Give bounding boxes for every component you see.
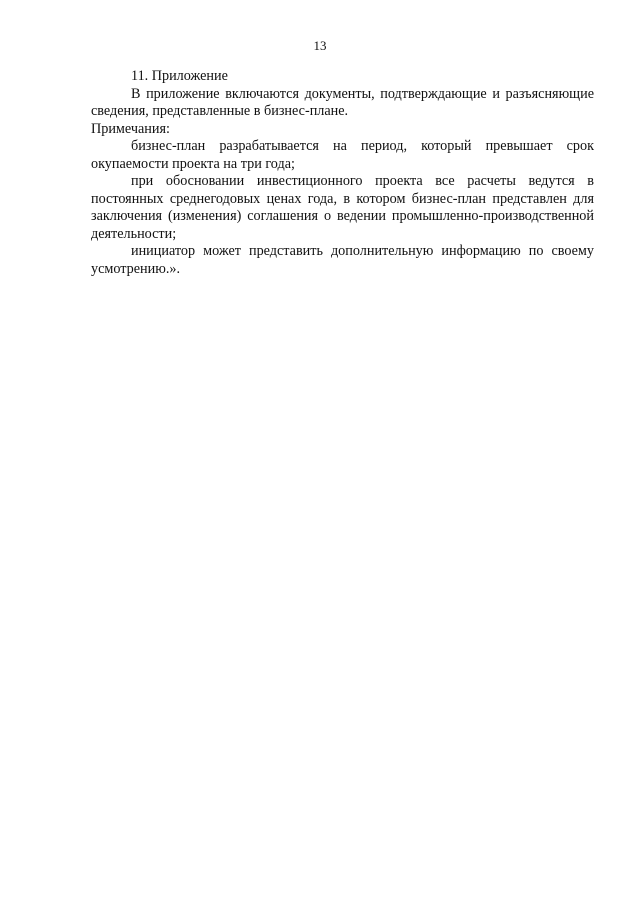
note-item-1: бизнес-план разрабатывается на период, который превышает срок окупаемости проекта на три года;	[91, 138, 594, 172]
appendix-paragraph: В приложение включаются документы, подтверждающие и разъясняющие сведения, представленные в бизнес-плане.	[91, 85, 594, 119]
notes-label: Примечания:	[91, 120, 170, 137]
document-body	[91, 68, 594, 278]
note-item-3: инициатор может представить дополнительную информацию по своему усмотрению.».	[91, 243, 594, 277]
note-item-2: при обосновании инвестиционного проекта все расчеты ведутся в постоянных среднегодовых ценах года, в котором бизнес-план представлен для заключения (изменения) соглашения о ведении промышленно-производственной деятельности;	[91, 173, 594, 242]
section-heading: 11. Приложение	[131, 68, 228, 84]
page-number: 13	[313, 38, 327, 53]
